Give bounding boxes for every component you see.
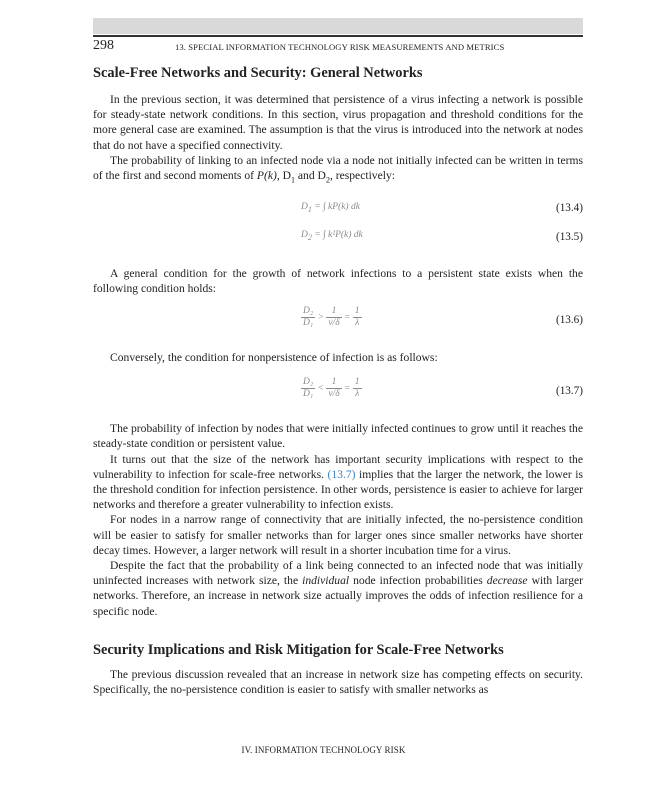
paragraph: A general condition for the growth of network infections to a persistent state exists when the following condition holds: [93, 266, 583, 295]
section-title: Security Implications and Risk Mitigation for Scale-Free Networks [93, 641, 504, 658]
equation-13-5: $D_2$ = ∫ k²P(k) dk (13.5) [301, 229, 583, 243]
page-footer: IV. INFORMATION TECHNOLOGY RISK [241, 745, 406, 755]
equation-13-7: $\frac{\text{D₂}}{\text{D₁}}$ < $\frac{1}{\nu/\delta}$ = $\frac{1}{\lambda}$ (13.7) [303, 377, 583, 400]
equation-number: (13.4) [555, 201, 583, 214]
paragraph: The probability of infection by nodes that were initially infected continues to grow until it reaches the steady-state condition or persistent value. [93, 422, 583, 451]
paragraph: The probability of linking to an infected node via a node not initially infected can be written in terms of the first and second moments of P(k), $D_1$ and $D_2$, respectively: [93, 153, 583, 185]
running-title: 13. SPECIAL INFORMATION TECHNOLOGY RISK MEASUREMENTS AND METRICS [175, 42, 505, 52]
equation-13-6: $\frac{\text{D₂}}{\text{D₁}}$ > $\frac{1}{\nu/\delta}$ = $\frac{1}{\lambda}$ (13.6) [303, 305, 583, 328]
paragraph: It turns out that the size of the network has important security implications with respect to the vulnerability to infection for scale-free networks. (13.7) implies that the larger the network, the lower is the threshold condition for infection persistence. In other words, persistence is easier to achieve for larger networks and therefore a greater vulnerability to infection exists. [93, 452, 583, 512]
paragraph: Conversely, the condition for nonpersistence of infection is as follows: [110, 350, 438, 364]
page-number: 298 [93, 38, 114, 53]
section-title: Scale-Free Networks and Security: General Networks [93, 65, 423, 81]
header-rule [93, 35, 583, 37]
paragraph: Despite the fact that the probability of a link being connected to an infected node that was initially uninfected increases with network size, the individual node infection probabilities decrease with larger networks. Therefore, an increase in network size actually improves the odds of infection resilience for a specific node. [93, 558, 584, 618]
equation-number: (13.6) [555, 313, 583, 326]
equation-13-4: $D_1$ = ∫ kP(k) dk (13.4) [301, 201, 583, 214]
paragraph: For nodes in a narrow range of connectivity that are initially infected, the no-persistence condition will be easier to satisfy for smaller networks than for larger ones since smaller networks have shorter decay times. However, a larger network will result in a shorter incubation time for a virus. [93, 513, 583, 557]
paragraph: The previous discussion revealed that an increase in network size has competing effects on security. Specifically, the no-persistence condition is easier to satisfy with smaller networks as [93, 667, 583, 696]
equation-number: (13.7) [555, 385, 583, 398]
equation-link[interactable]: (13.7) [327, 467, 356, 481]
paragraph: In the previous section, it was determined that persistence of a virus infecting a network is possible for steady-state network conditions. In this section, virus propagation and threshold conditions for the more general case are examined. The assumption is that the virus is introduced into the network at nodes that do not have a specified connectivity. [93, 93, 583, 152]
equation-number: (13.5) [555, 230, 583, 243]
page-content [93, 64, 583, 697]
header-bar [93, 18, 583, 34]
